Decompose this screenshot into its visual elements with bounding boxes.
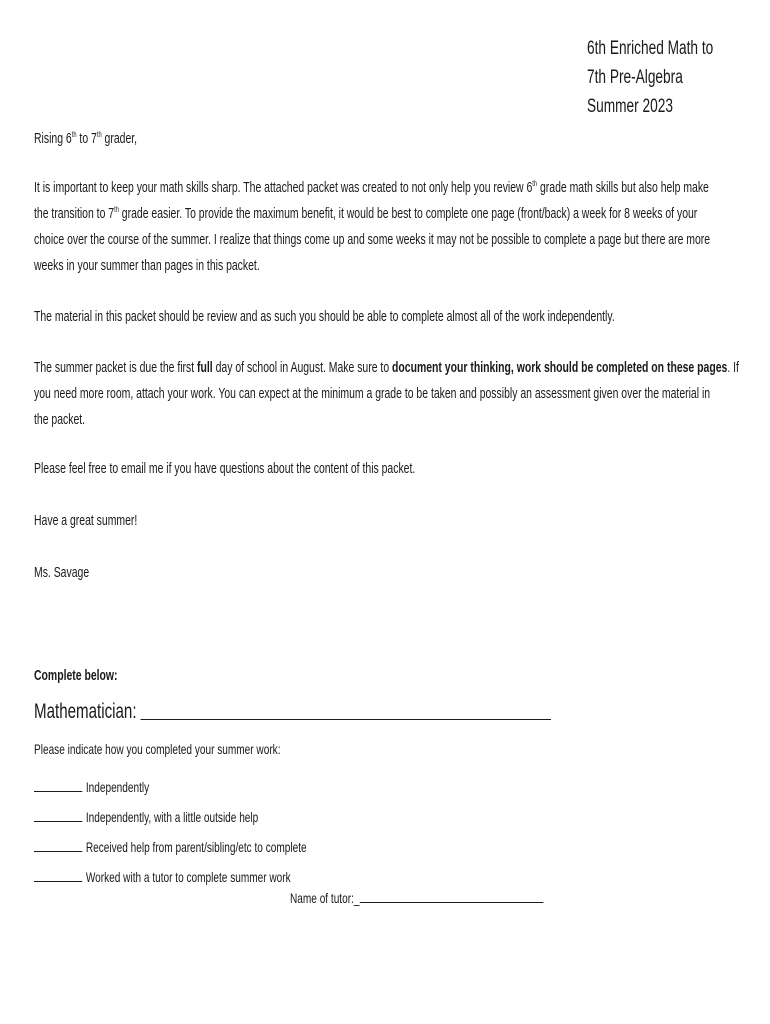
mathematician-label: Mathematician: (34, 700, 141, 723)
header-line-3: Summer 2023 (587, 96, 673, 117)
due-date-paragraph: The summer packet is due the first full day of school in August. Make sure to document your thinking, work should be completed on these pages. If you need more room, attach your work. You can expect at the minimum a grade to be taken and possibly an assessment given over the material in the packet. (34, 360, 739, 428)
form-heading: Complete below: (34, 668, 118, 684)
tutor-label: Name of tutor:_ (290, 890, 360, 906)
header-line-2: 7th Pre-Algebra (587, 67, 683, 88)
signature: Ms. Savage (34, 565, 90, 581)
checkbox-blank[interactable] (34, 850, 82, 852)
option-tutor[interactable]: Worked with a tutor to complete summer work (34, 868, 391, 886)
form-instruction: Please indicate how you completed your summer work: (34, 741, 281, 757)
option-little-help[interactable]: Independently, with a little outside help (34, 808, 345, 826)
intro-paragraph: It is important to keep your math skills sharp. The attached packet was created to not only help you review 6th grade math skills but also help make the transition to 7th grade easier. To provide the maximum benefit, it would be best to complete one page (front/back) a week for 8 weeks of your choice over the course of the summer. I realize that things come up and some weeks it may not be possible to complete a page but there are more weeks in your summer than pages in this packet. (34, 179, 711, 274)
tutor-name-field[interactable] (290, 889, 642, 907)
tutor-blank-line[interactable] (359, 890, 543, 903)
option-parent-help[interactable]: Received help from parent/sibling/etc to complete (34, 838, 413, 856)
mathematician-name-field[interactable] (34, 697, 752, 727)
checkbox-blank[interactable] (34, 790, 82, 792)
greeting: Rising 6th to 7th grader, (34, 130, 138, 147)
contact-paragraph: Please feel free to email me if you have questions about the content of this packet. (34, 461, 416, 477)
checkbox-blank[interactable] (34, 880, 82, 882)
checkbox-blank[interactable] (34, 820, 82, 822)
closing-line: Have a great summer! (34, 513, 138, 529)
option-independently[interactable]: Independently (34, 778, 194, 796)
review-paragraph: The material in this packet should be review and as such you should be able to complete almost all of the work independently. (34, 309, 615, 325)
name-blank-line[interactable] (141, 701, 551, 720)
header-line-1: 6th Enriched Math to (587, 38, 714, 59)
course-title (587, 34, 762, 121)
